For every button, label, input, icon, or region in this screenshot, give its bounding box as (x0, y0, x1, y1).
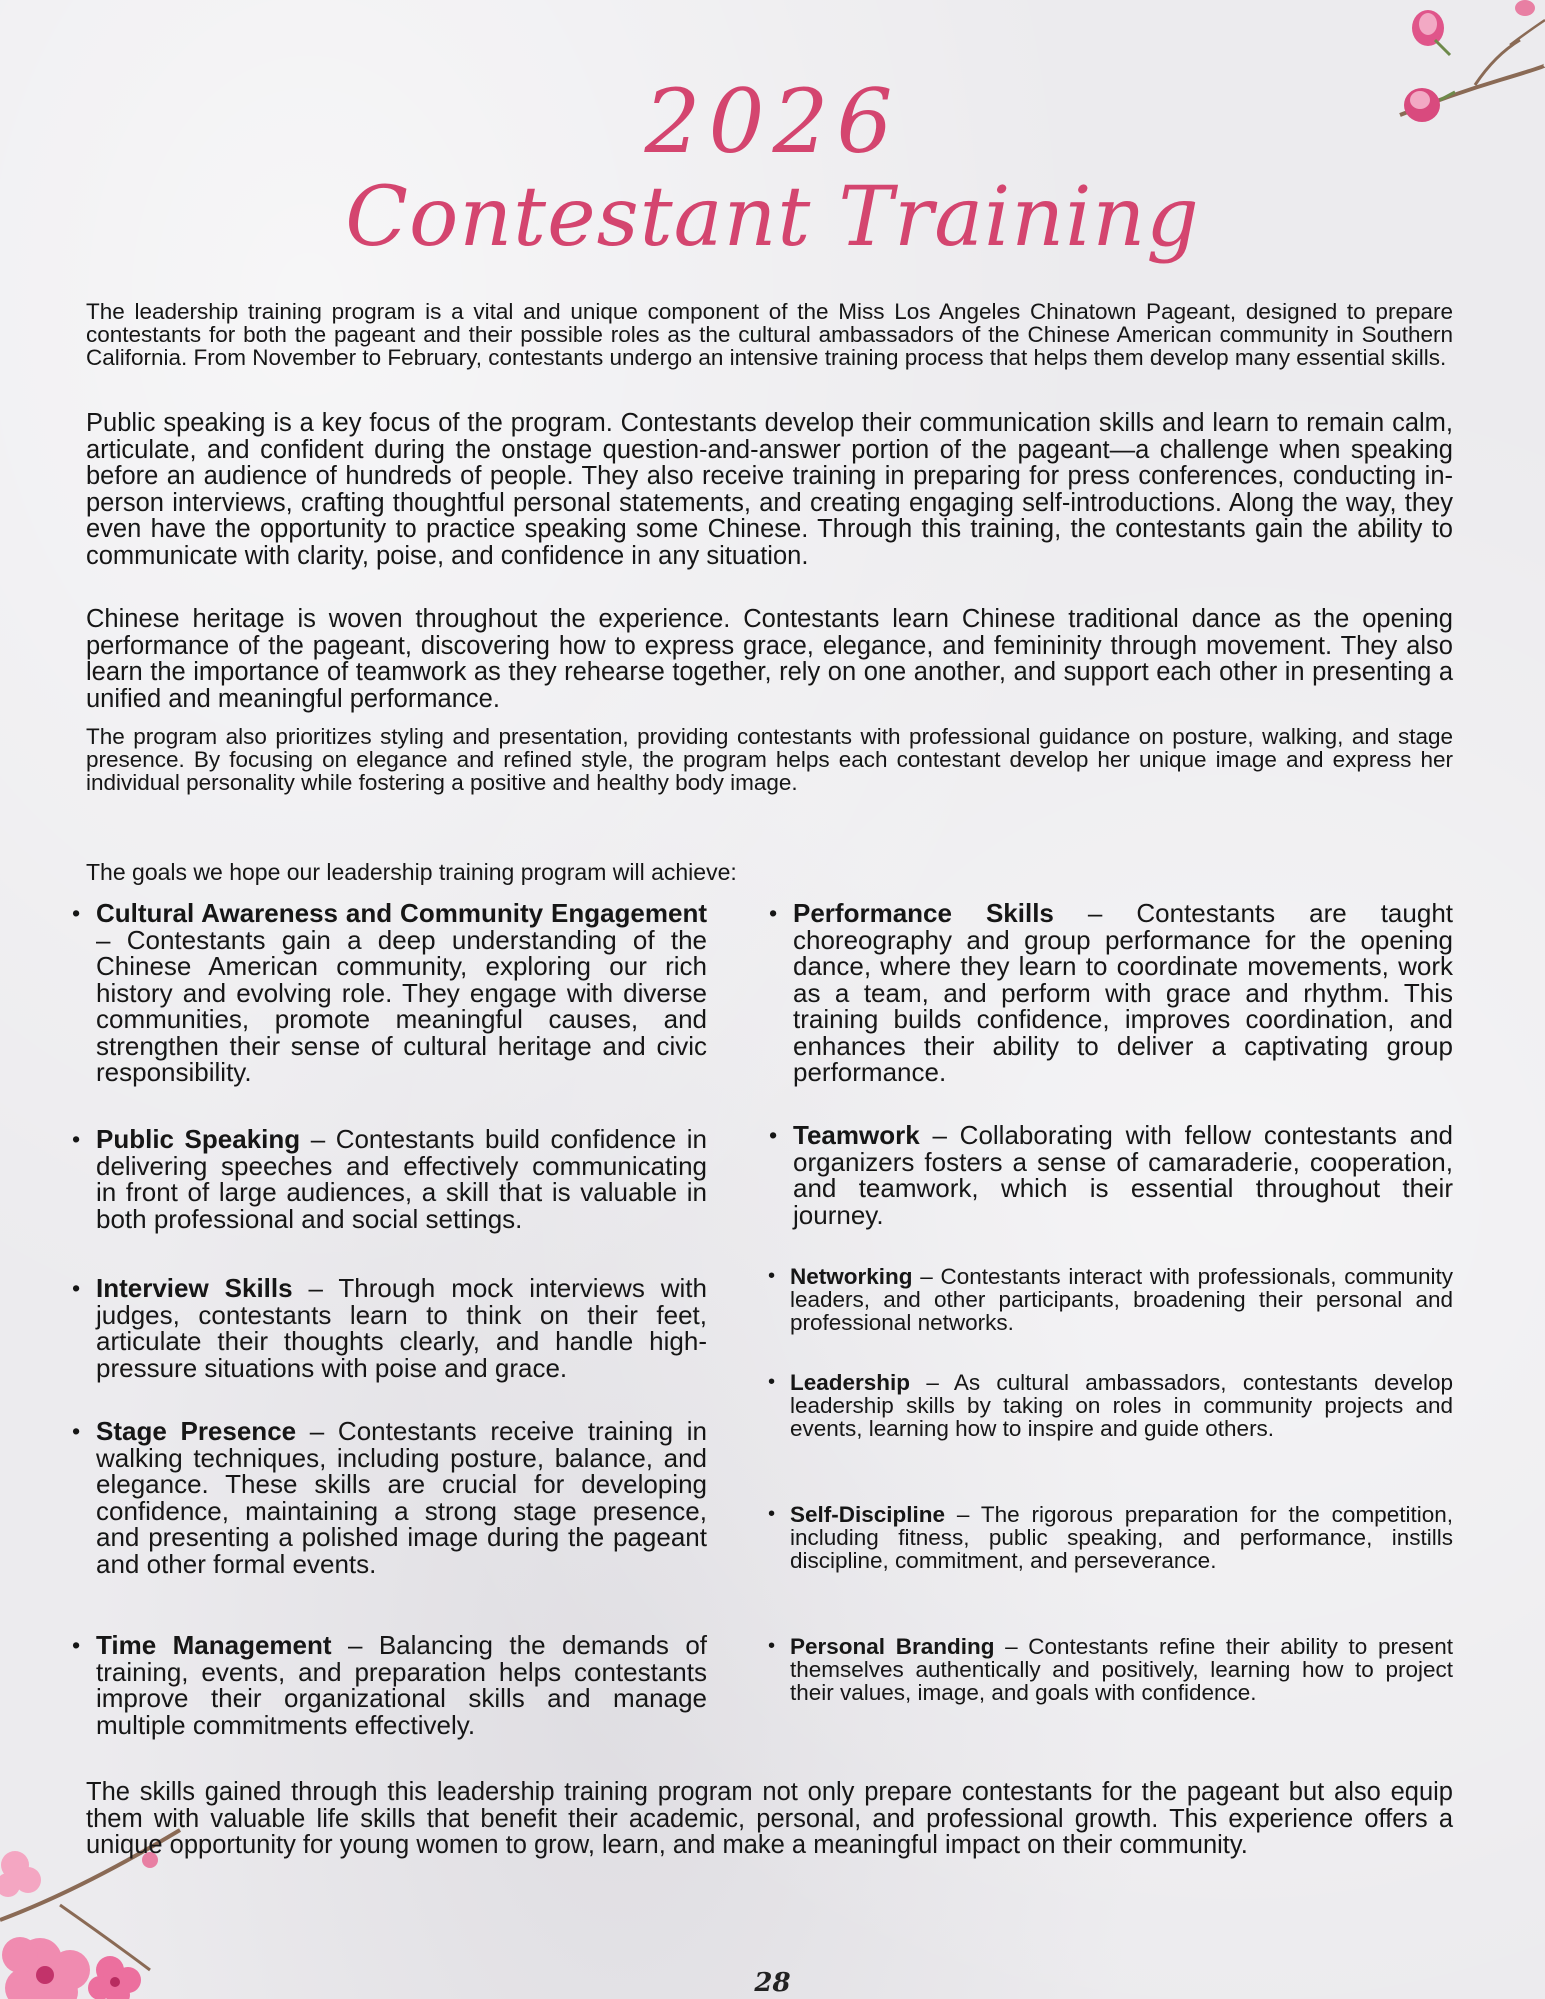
intro-paragraph-3: Chinese heritage is woven throughout the experience. Contestants learn Chinese traditional dance as the opening performance of the pageant, discovering how to express grace, elegance, and femininity through movement. They also learn the importance of teamwork as they rehearse together, rely on one another, and support each other in presenting a unified and meaningful performance. (86, 605, 1453, 713)
intro-paragraph-2: Public speaking is a key focus of the program. Contestants develop their communication skills and learn to remain calm, articulate, and confident during the onstage question-and-answer portion of the pageant—a challenge when speaking before an audience of hundreds of people. They also receive training in preparing for press conferences, conducting in-person interviews, crafting thoughtful personal statements, and creating engaging self-introductions. Along the way, they even have the opportunity to practice speaking some Chinese. Through this training, the contestants gain the ability to communicate with clarity, poise, and confidence in any situation. (86, 409, 1453, 570)
goal-title: Networking (790, 1264, 913, 1289)
goal-title: Self-Discipline (790, 1502, 946, 1527)
goal-title: Interview Skills (96, 1273, 293, 1303)
goal-text: – Contestants are taught choreography and group performance for the opening dance, where they learn to coordinate movements, work as a team, and perform with grace and rhythm. This training builds confidence, improves coordination, and enhances their ability to deliver a captivating group performance. (793, 898, 1453, 1087)
goal-title: Performance Skills (793, 898, 1054, 928)
goal-item-teamwork (793, 1122, 1453, 1228)
goal-item-networking (790, 1265, 1453, 1334)
goal-item-performance-skills (793, 900, 1453, 1086)
title-year: 2026 (644, 70, 901, 173)
goal-title: Public Speaking (96, 1124, 301, 1154)
goal-text: – Through mock interviews with judges, contestants learn to think on their feet, articulate their thoughts clearly, and handle high-pressure situations with poise and grace. (96, 1273, 707, 1383)
goal-item-cultural-awareness (96, 900, 707, 1086)
goal-item-personal-branding (790, 1635, 1453, 1704)
goal-item-leadership (790, 1371, 1453, 1440)
goal-item-self-discipline (790, 1503, 1453, 1572)
closing-paragraph: The skills gained through this leadership training program not only prepare contestants for the pageant but also equip them with valuable life skills that benefit their academic, personal, and professional growth. This experience offers a unique opportunity for young women to grow, learn, and make a meaningful impact on their community. (86, 1778, 1453, 1859)
goals-intro: The goals we hope our leadership training program will achieve: (86, 859, 737, 885)
goal-text: – Contestants receive training in walking techniques, including posture, balance, and elegance. These skills are crucial for developing confidence, maintaining a strong stage presence, and presenting a polished image during the pageant and other formal events. (96, 1416, 708, 1579)
goal-item-time-management (96, 1632, 707, 1738)
goal-text: – Balancing the demands of training, events, and preparation helps contestants improve their organizational skills and manage multiple commitments effectively. (96, 1630, 708, 1740)
goal-title: Personal Branding (790, 1634, 995, 1659)
goal-text: – Contestants gain a deep understanding of the Chinese American community, exploring our rich history and evolving role. They engage with diverse communities, promote meaningful causes, and strengthen their sense of cultural heritage and civic responsibility. (96, 924, 707, 1087)
intro-paragraph-1: The leadership training program is a vital and unique component of the Miss Los Angeles Chinatown Pageant, designed to prepare contestants for both the pageant and their possible roles as the cultural ambassadors of the Chinese American community in Southern California. From November to February, contestants undergo an intensive training process that helps them develop many essential skills. (86, 299, 1453, 370)
goal-title: Time Management (96, 1630, 332, 1660)
goal-item-interview-skills (96, 1275, 707, 1381)
goal-text: – The rigorous preparation for the competition, including fitness, public speaking, and performance, instills discipline, commitment, and perseverance. (790, 1502, 1453, 1573)
goal-text: – Contestants refine their ability to present themselves authentically and positively, learning how to project their values, image, and goals with confidence. (790, 1634, 1454, 1705)
goal-text: – As cultural ambassadors, contestants develop leadership skills by taking on roles in community projects and events, learning how to inspire and guide others. (790, 1370, 1453, 1441)
goal-text: – Contestants interact with professionals, community leaders, and other participants, broadening their personal and professional networks. (790, 1264, 1453, 1335)
goal-item-public-speaking (96, 1126, 707, 1232)
goal-text: – Collaborating with fellow contestants and organizers fosters a sense of camaraderie, cooperation, and teamwork, which is essential throughout their journey. (793, 1120, 1453, 1230)
goal-title: Leadership (790, 1370, 911, 1395)
goal-item-stage-presence (96, 1418, 707, 1577)
goal-title: Teamwork (793, 1120, 920, 1150)
page-number: 28 (754, 1968, 791, 1998)
intro-paragraph-4: The program also prioritizes styling and presentation, providing contestants with professional guidance on posture, walking, and stage presence. By focusing on elegance and refined style, the program helps each contestant develop her unique image and express her individual personality while fostering a positive and healthy body image. (86, 724, 1453, 795)
goal-text: – Contestants build confidence in delivering speeches and effectively communicating in front of large audiences, a skill that is valuable in both professional and social settings. (96, 1124, 707, 1234)
goal-title: Cultural Awareness and Community Engagement (96, 898, 707, 928)
page-title: Contestant Training (345, 170, 1200, 265)
goal-title: Stage Presence (96, 1416, 297, 1446)
